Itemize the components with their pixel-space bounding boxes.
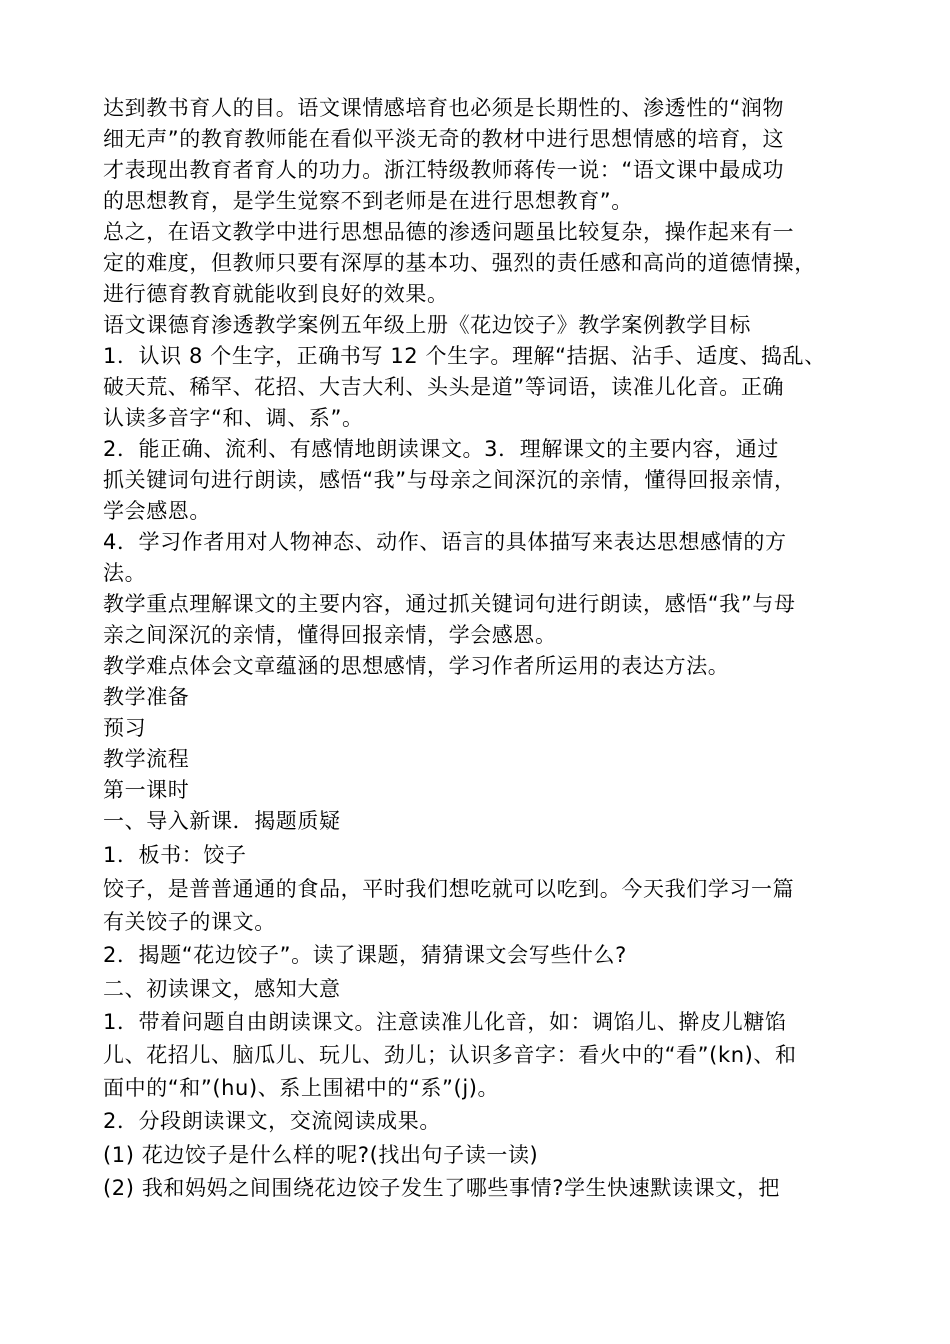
text-line: (1) 花边饺子是什么样的呢?(找出句子读一读): [103, 1143, 539, 1167]
text-line: 学会感恩。: [103, 499, 211, 523]
text-line: 总之，在语文教学中进行思想品德的渗透问题虽比较复杂，操作起来有一: [103, 220, 795, 244]
text-line: 细无声”的教育教师能在看似平淡无奇的教材中进行思想情感的培育，这: [103, 127, 785, 151]
text-line: 饺子，是普普通通的食品，平时我们想吃就可以吃到。今天我们学习一篇: [103, 877, 795, 901]
text-line: 一、导入新课．揭题质疑: [103, 809, 341, 833]
text-line: 儿、花招儿、脑瓜儿、玩儿、劲儿；认识多音字：看火中的“看”(kn)、和: [103, 1043, 797, 1067]
text-line: 预习: [103, 716, 147, 740]
text-line: 教学重点理解课文的主要内容，通过抓关键词句进行朗读，感悟“我”与母: [103, 592, 796, 616]
text-line: 1．认识 8 个生字，正确书写 12 个生字。理解“拮据、沾手、适度、捣乱、: [103, 344, 826, 368]
text-line: 1．板书：饺子: [103, 843, 247, 867]
text-line: 法。: [103, 561, 147, 585]
text-line: 教学准备: [103, 685, 190, 709]
text-line: (2) 我和妈妈之间围绕花边饺子发生了哪些事情?学生快速默读课文，把: [103, 1176, 780, 1200]
text-line: 2．揭题“花边饺子”。读了课题，猜猜课文会写些什么?: [103, 943, 627, 967]
text-line: 语文课德育渗透教学案例五年级上册《花边饺子》教学案例教学目标: [103, 313, 751, 337]
text-line: 面中的“和”(hu)、系上围裙中的“系”(j)。: [103, 1076, 500, 1100]
text-line: 才表现出教育者育人的功力。浙江特级教师蒋传一说：“语文课中最成功: [103, 158, 785, 182]
text-line: 破天荒、稀罕、花招、大吉大利、头头是道”等词语，读准儿化音。正确: [103, 375, 785, 399]
text-line: 定的难度，但教师只要有深厚的基本功、强烈的责任感和高尚的道德情操，: [103, 251, 816, 275]
text-line: 第一课时: [103, 778, 190, 802]
text-line: 有关饺子的课文。: [103, 910, 276, 934]
text-line: 亲之间深沉的亲情，懂得回报亲情，学会感恩。: [103, 623, 557, 647]
text-line: 的思想教育，是学生觉察不到老师是在进行思想教育”。: [103, 189, 633, 213]
text-line: 认读多音字“和、调、系”。: [103, 406, 364, 430]
text-line: 抓关键词句进行朗读，感悟“我”与母亲之间深沉的亲情，懂得回报亲情，: [103, 468, 796, 492]
text-line: 二、初读课文，感知大意: [103, 977, 341, 1001]
text-line: 达到教书育人的目。语文课情感培育也必须是长期性的、渗透性的“润物: [103, 96, 785, 120]
text-line: 进行德育教育就能收到良好的效果。: [103, 282, 449, 306]
text-line: 2．能正确、流利、有感情地朗读课文。3．理解课文的主要内容，通过: [103, 437, 779, 461]
text-line: 教学流程: [103, 747, 190, 771]
text-line: 2．分段朗读课文，交流阅读成果。: [103, 1109, 441, 1133]
text-line: 教学难点体会文章蕴涵的思想感情，学习作者所运用的表达方法。: [103, 654, 730, 678]
text-line: 1．带着问题自由朗读课文。注意读准儿化音，如：调馅儿、擀皮儿糖馅: [103, 1010, 787, 1034]
text-line: 4．学习作者用对人物神态、动作、语言的具体描写来表达思想感情的方: [103, 530, 787, 554]
